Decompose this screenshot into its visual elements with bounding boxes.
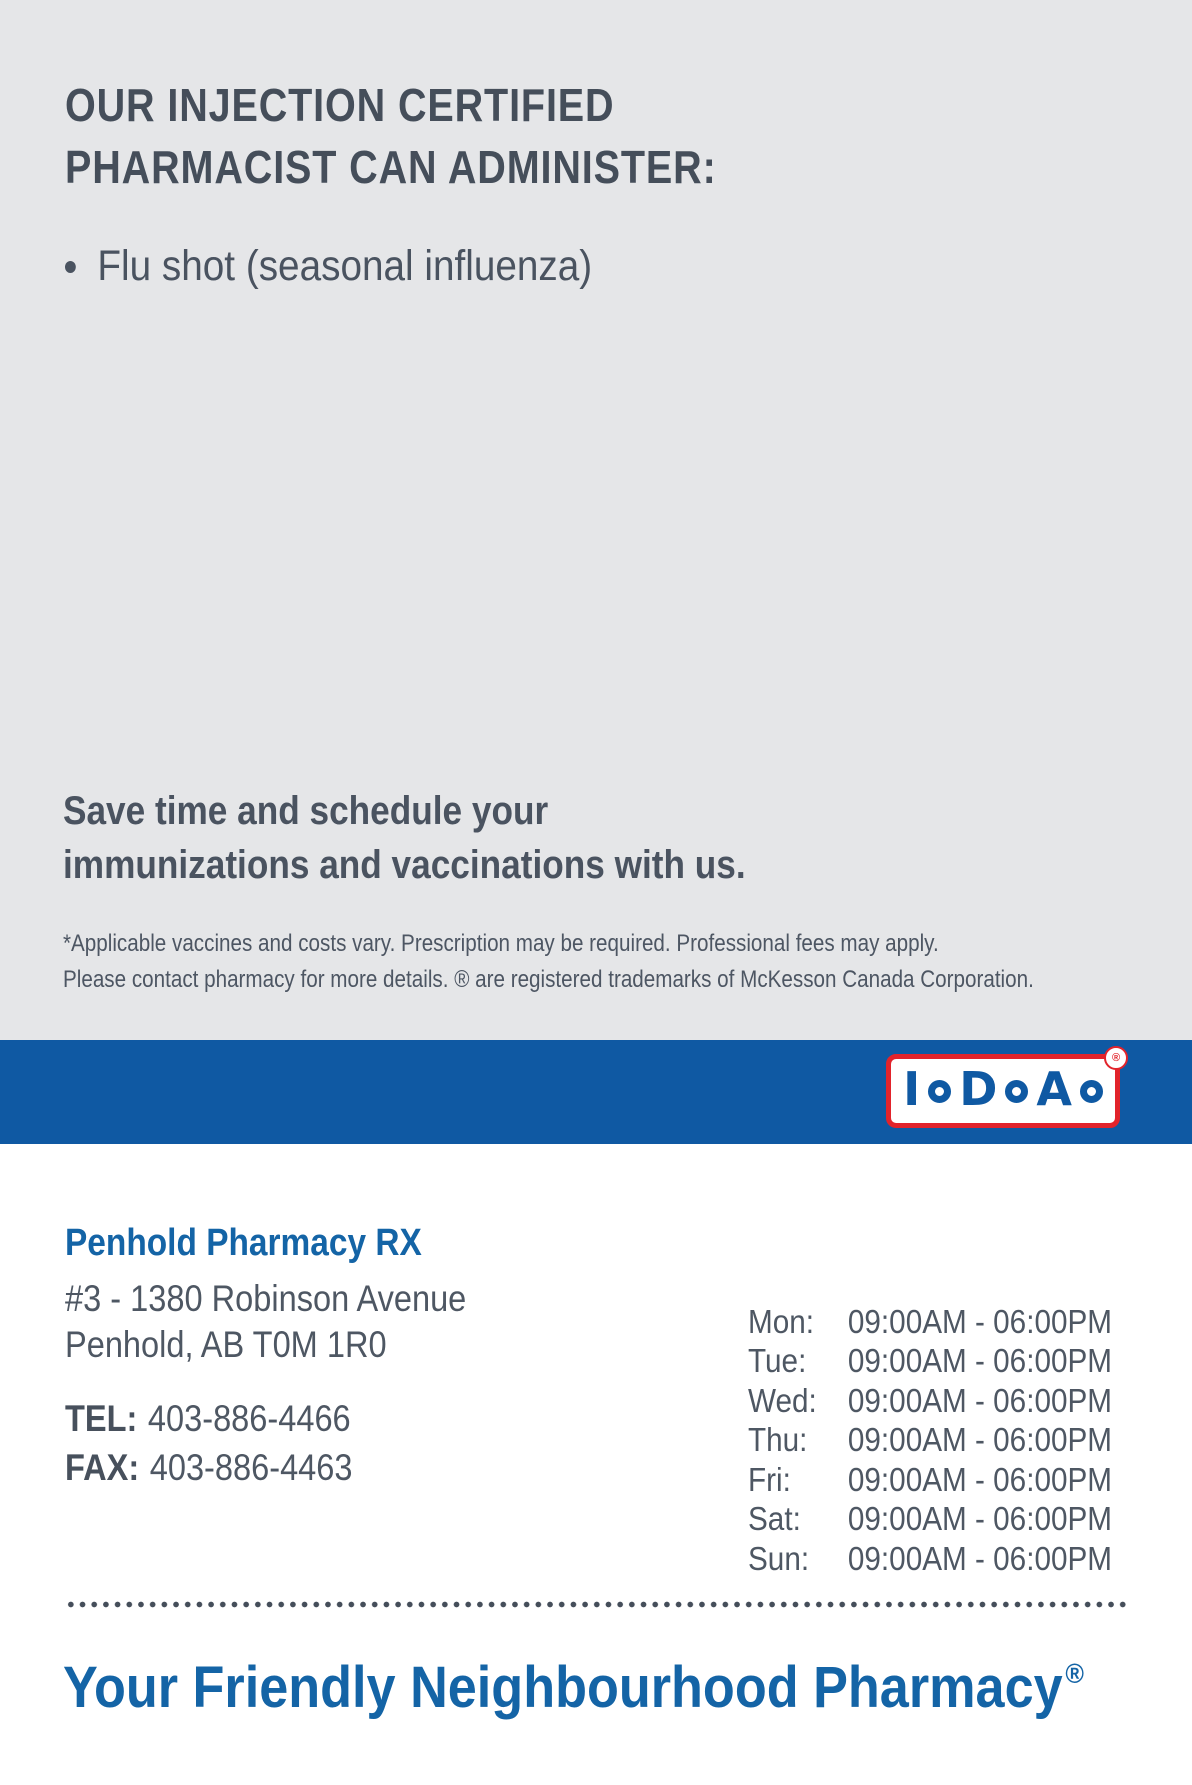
fax-number: 403-886-4463: [149, 1447, 353, 1488]
hours-table: [748, 1302, 1112, 1579]
promo-heading: [65, 74, 717, 198]
hours-row: [748, 1539, 1112, 1579]
tel-number: 403-886-4466: [147, 1398, 351, 1439]
tagline-text: Your Friendly Neighbourhood Pharmacy: [63, 1655, 1063, 1720]
address-line2: Penhold, AB T0M 1R0: [65, 1324, 387, 1365]
contact-block: [65, 1394, 352, 1492]
hours-row: [748, 1302, 1112, 1342]
dotted-divider: [65, 1601, 1128, 1608]
tel-row: [65, 1394, 352, 1443]
hours-day: Thu:: [748, 1421, 808, 1459]
hours-time: 09:00AM - 06:00PM: [847, 1342, 1113, 1380]
info-section: [0, 1144, 1192, 1785]
ida-dot-icon: [1005, 1080, 1028, 1103]
hours-time: 09:00AM - 06:00PM: [847, 1460, 1113, 1498]
address-line1: #3 - 1380 Robinson Avenue: [65, 1278, 467, 1319]
hours-day: Sat:: [748, 1500, 801, 1538]
ida-letter-d: D: [959, 1062, 998, 1116]
brand-band: [0, 1040, 1192, 1144]
hours-row: [748, 1500, 1112, 1540]
disclaimer-line1: *Applicable vaccines and costs vary. Prescription may be required. Professional fees may apply.: [63, 930, 939, 957]
ida-dot-icon: [928, 1080, 951, 1103]
pharmacy-name: Penhold Pharmacy RX: [65, 1222, 422, 1264]
fax-label: FAX:: [65, 1447, 140, 1488]
vaccine-item-label: Flu shot (seasonal influenza): [97, 242, 593, 290]
hours-day: Mon:: [748, 1302, 815, 1340]
hours-time: 09:00AM - 06:00PM: [847, 1421, 1113, 1459]
bullet-icon: [65, 261, 76, 273]
ida-letter-a: A: [1036, 1062, 1072, 1116]
hours-day: Fri:: [748, 1460, 791, 1498]
hours-day: Sun:: [748, 1539, 810, 1577]
hours-row: [748, 1421, 1112, 1461]
hours-time: 09:00AM - 06:00PM: [847, 1302, 1113, 1340]
ida-letter-i: I: [903, 1062, 921, 1116]
hours-row: [748, 1342, 1112, 1382]
hours-time: 09:00AM - 06:00PM: [847, 1500, 1113, 1538]
hours-day: Wed:: [748, 1381, 817, 1419]
disclaimer-line2: Please contact pharmacy for more details. ® are registered trademarks of McKesson Canada Corporation.: [63, 966, 1034, 993]
hours-row: [748, 1381, 1112, 1421]
fax-row: [65, 1443, 352, 1492]
promo-heading-line1: OUR INJECTION CERTIFIED: [65, 79, 615, 131]
hours-day: Tue:: [748, 1342, 807, 1380]
ida-logo: [886, 1054, 1120, 1128]
disclaimer-text: [63, 926, 1034, 998]
vaccine-list-item: [65, 242, 592, 291]
hours-time: 09:00AM - 06:00PM: [847, 1539, 1113, 1577]
hours-row: [748, 1460, 1112, 1500]
cta-heading: [63, 784, 746, 892]
cta-line1: Save time and schedule your: [63, 789, 549, 833]
footer-tagline: [63, 1654, 1084, 1721]
cta-line2: immunizations and vaccinations with us.: [63, 843, 746, 887]
tel-label: TEL:: [65, 1398, 138, 1439]
pharmacy-address: [65, 1276, 466, 1368]
registered-trademark-icon: ®: [1104, 1046, 1128, 1070]
hours-time: 09:00AM - 06:00PM: [847, 1381, 1113, 1419]
registered-trademark-icon: ®: [1065, 1658, 1084, 1689]
ida-dot-icon: [1080, 1080, 1103, 1103]
promo-heading-line2: PHARMACIST CAN ADMINISTER:: [65, 141, 717, 193]
